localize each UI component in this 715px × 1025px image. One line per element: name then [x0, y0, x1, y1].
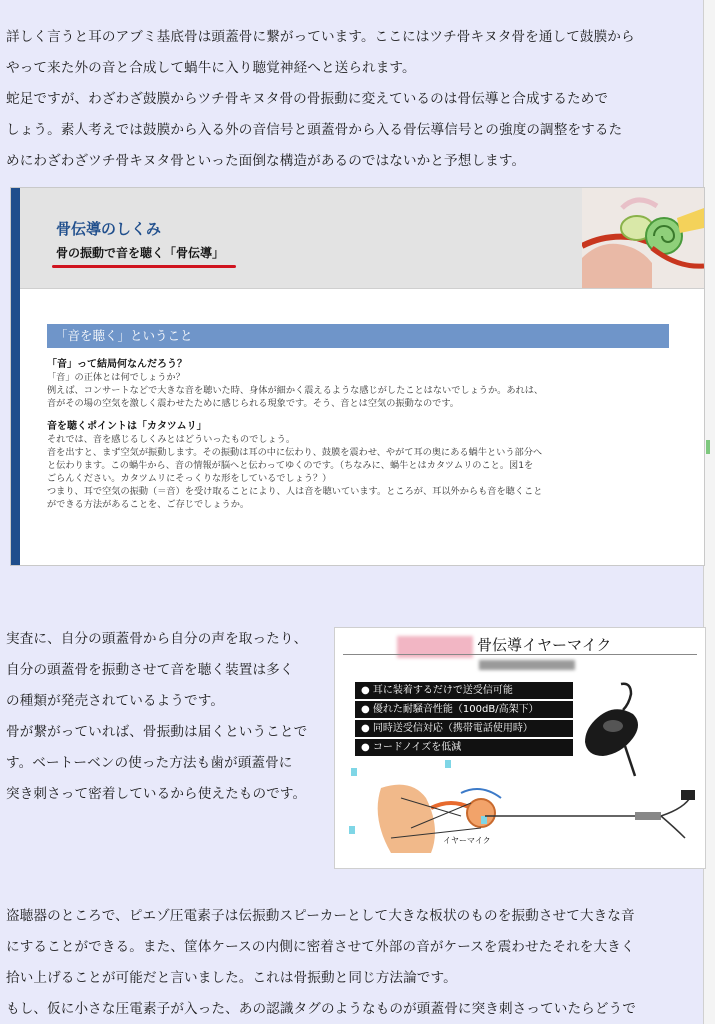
- paragraph-line: 盗聴器のところで、ピエゾ圧電素子は伝振動スピーカーとして大きな板状のものを振動させて大きな音: [6, 908, 635, 924]
- blurred-model-number: [479, 660, 575, 670]
- paragraph-line: もし、仮に小さな圧電素子が入った、あの認識タグのようなものが頭蓋骨に突き刺さっていたらどうで: [6, 1001, 636, 1017]
- diagram-label: [351, 768, 357, 776]
- article-line: ができる方法があることを、ご存じでしょうか。: [47, 499, 250, 510]
- article-line: 音がその場の空気を激しく震わせたために感じられる現象です。そう、音とは空気の振動なのです。: [47, 398, 459, 409]
- feature-label: ● 優れた耐騒音性能（100dB/高架下）: [355, 701, 573, 718]
- article-line: それでは、音を感じるしくみとはどういったものでしょう。: [47, 434, 296, 445]
- question-heading: 音を聴くポイントは「カタツムリ」: [47, 421, 207, 432]
- section-heading: 「音を聴く」ということ: [47, 324, 669, 348]
- article-line: 音を出すと、まず空気が振動します。その振動は耳の中に伝わり、鼓膜を震わせ、やがて耳の奥にある蝸牛という部分へ: [47, 447, 543, 458]
- article-title: 骨伝導のしくみ: [56, 220, 162, 238]
- paragraph-line: 詳しく言うと耳のアブミ基底骨は頭蓋骨に繋がっています。ここにはツチ骨キヌタ骨を通して鼓膜から: [6, 29, 635, 45]
- paragraph-line: めにわざわざツチ骨キヌタ骨といった面倒な構造があるのではないかと予想します。: [6, 153, 526, 169]
- bone-conduction-article-image: [10, 187, 705, 566]
- paragraph-line: 拾い上げることが可能だと言いました。これは骨振動と同じ方法論です。: [6, 970, 457, 986]
- article-line: 例えば、コンサートなどで大きな音を聴いた時、身体が細かく震えるような感じがしたことはないでしょうか。あれは、: [47, 385, 544, 396]
- paragraph-2: [6, 624, 331, 810]
- earpiece-icon: [573, 680, 653, 780]
- paragraph-line: す。ベートーベンの使った方法も歯が頭蓋骨に: [6, 755, 293, 771]
- paragraph-line: 自分の頭蓋骨を振動させて音を聴く装置は多く: [6, 662, 294, 678]
- title-rule: [343, 654, 697, 655]
- cable-connector-icon: [485, 788, 703, 848]
- article-body: [47, 358, 677, 511]
- feature-label: ● 耳に装着するだけで送受信可能: [355, 682, 573, 699]
- article-subtitle: 骨の振動で音を聴く「骨伝導」: [56, 246, 225, 260]
- diagram-label: [445, 760, 451, 768]
- scroll-marker: [706, 440, 710, 454]
- paragraph-line: にすることができる。また、筐体ケースの内側に密着させて外部の音がケースを震わせたそれを大きく: [6, 939, 635, 955]
- paragraph-3: [6, 901, 696, 1025]
- ear-mic-label: イヤーマイク: [443, 836, 491, 845]
- article-header: [20, 188, 704, 289]
- diagram-label: [349, 826, 355, 834]
- question-heading: 「音」って結局何なんだろう？: [47, 359, 187, 370]
- article-line: ごらんください。カタツムリにそっくりな形をしているでしょう？）: [47, 473, 332, 484]
- article-line: 「音」の正体とは何でしょうか？: [47, 372, 185, 383]
- paragraph-line: しょう。素人考えでは鼓膜から入る外の音信号と頭蓋骨から入る骨伝導信号との強度の調整をするた: [6, 122, 623, 138]
- paragraph-line: 蛇足ですが、わざわざ鼓膜からツチ骨キヌタ骨の骨振動に変えているのは骨伝導と合成するためで: [6, 91, 609, 107]
- paragraph-line: 実査に、自分の頭蓋骨から自分の声を取ったり、: [6, 631, 308, 647]
- paragraph-line: 骨が繋がっていれば、骨振動は届くということで: [6, 724, 308, 740]
- paragraph-1: [6, 22, 696, 177]
- article-accent-bar: [11, 188, 20, 565]
- ear-mic-product-image: [334, 627, 706, 869]
- article-line: と伝わります。この蝸牛から、音の情報が脳へと伝わってゆくのです。（ちなみに、蝸牛とはカタツムリのこと。図1を: [47, 460, 534, 471]
- red-underline: [52, 265, 236, 268]
- feature-label: ● コードノイズを低減: [355, 739, 573, 756]
- paragraph-line: の種類が発売されているようです。: [6, 693, 225, 709]
- inner-ear-illustration-icon: [582, 188, 704, 288]
- paragraph-line: やって来た外の音と合成して蝸牛に入り聴覚神経へと送られます。: [6, 60, 416, 76]
- product-title: 骨伝導イヤーマイク: [477, 636, 612, 654]
- article-line: つまり、耳で空気の振動（＝音）を受け取ることにより、人は音を聴いています。ところが、耳以外からも音を聴くこと: [47, 486, 543, 497]
- paragraph-line: 突き刺さって密着しているから使えたものです。: [6, 786, 307, 802]
- feature-label: ● 同時送受信対応（携帯電話使用時）: [355, 720, 573, 737]
